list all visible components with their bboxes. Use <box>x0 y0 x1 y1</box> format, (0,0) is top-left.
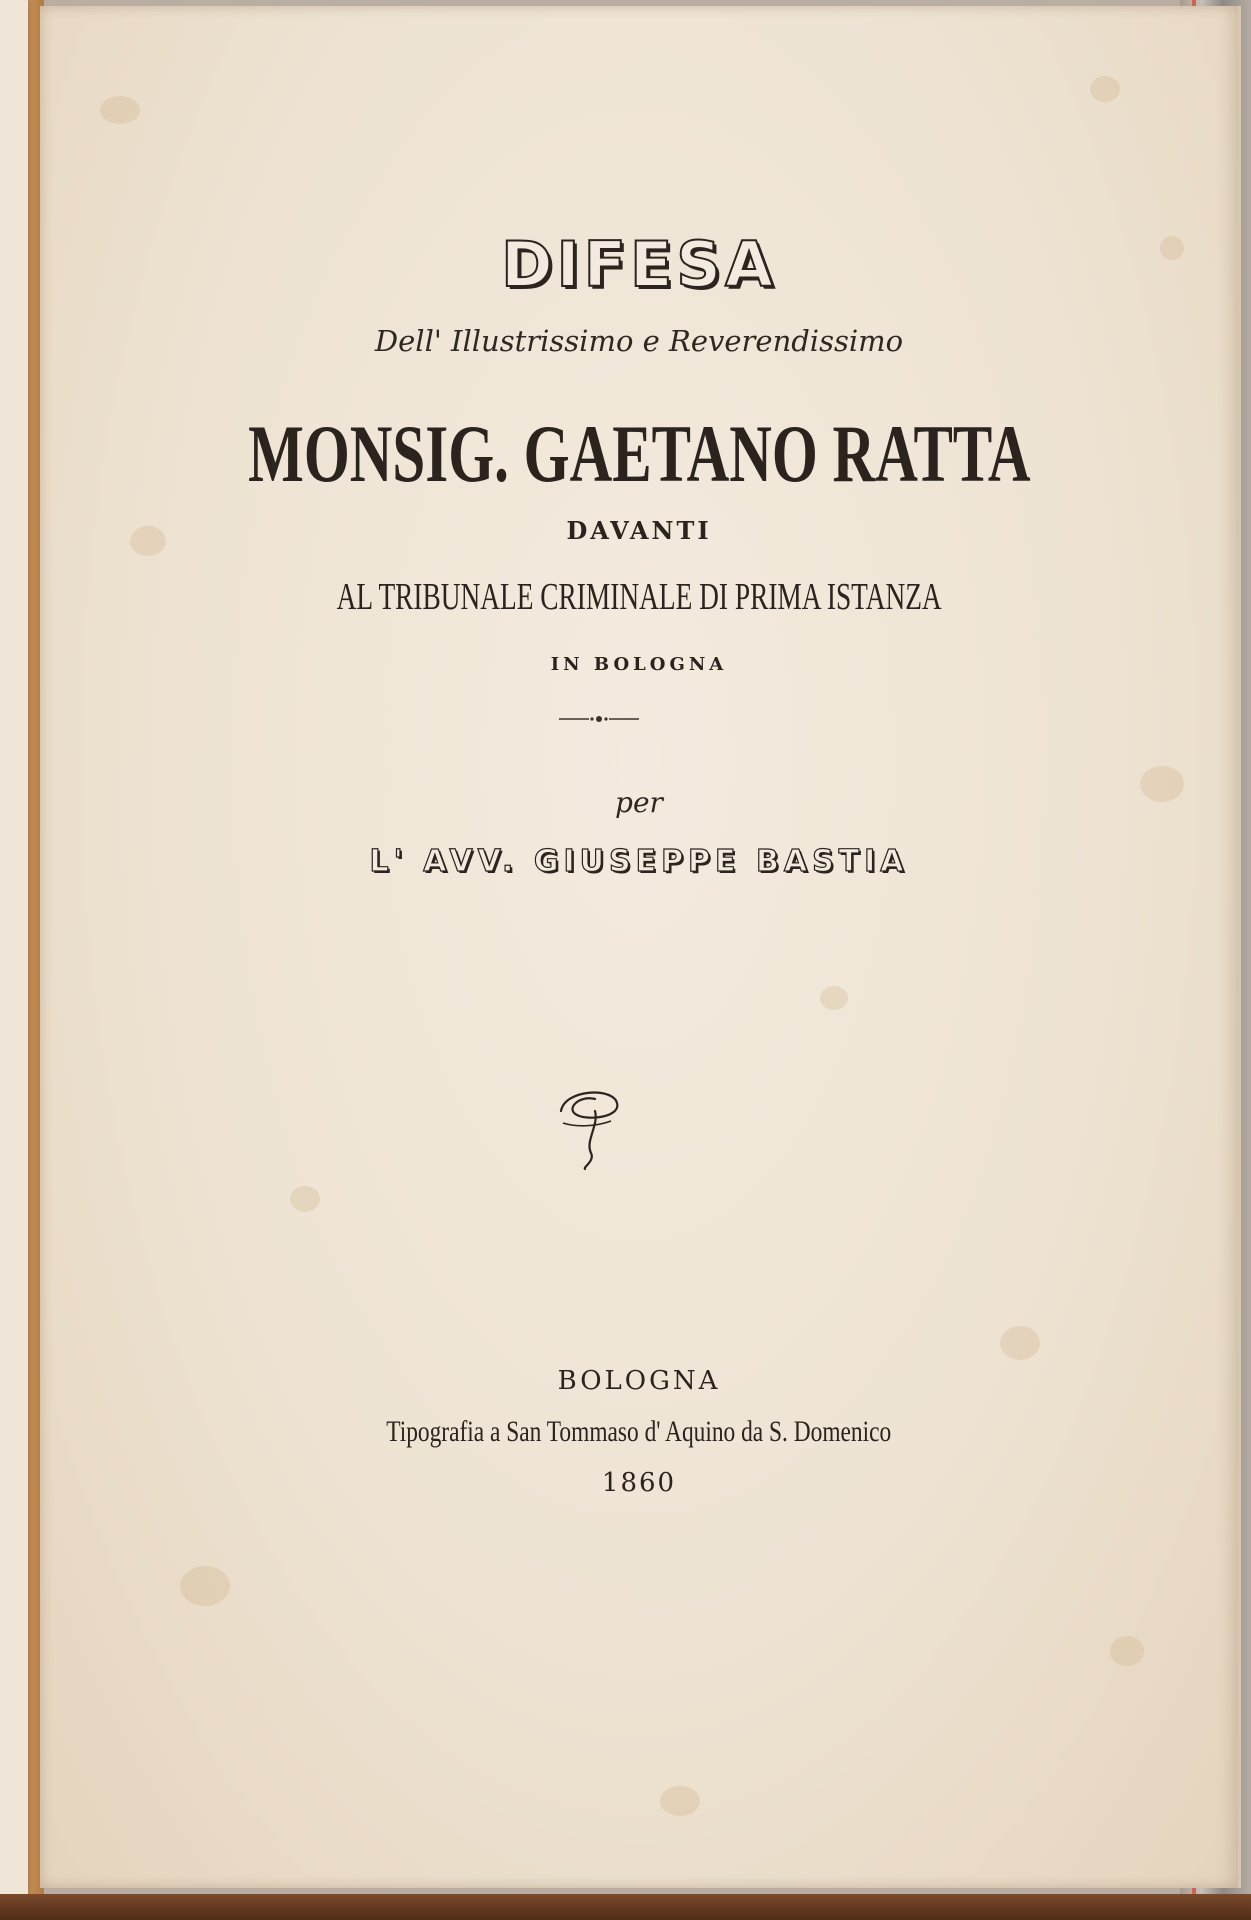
foxing-spot <box>1090 76 1120 102</box>
foxing-spot <box>660 1786 700 1816</box>
main-title: DIFESA <box>501 228 777 301</box>
court-line: AL TRIBUNALE CRIMINALE DI PRIMA ISTANZA <box>336 576 942 618</box>
foxing-spot <box>290 1186 320 1212</box>
subject-name-wrap <box>80 406 1198 501</box>
per-line: per <box>615 786 663 819</box>
foxing-spot <box>820 986 848 1010</box>
foxing-spot <box>180 1566 230 1606</box>
honorific-line: Dell' Illustrissimo e Reverendissimo <box>374 324 904 358</box>
imprint-year: 1860 <box>601 1468 677 1498</box>
davanti-line: DAVANTI <box>566 516 712 545</box>
foxing-spot <box>1000 1326 1040 1360</box>
ornament-rule-icon <box>559 710 639 728</box>
court-line-wrap <box>80 574 1198 619</box>
foxing-spot <box>100 96 140 124</box>
imprint-city: BOLOGNA <box>557 1366 721 1396</box>
author-line: L' AVV. GIUSEPPE BASTIA <box>369 844 909 879</box>
book-cover-edge <box>0 1894 1251 1920</box>
printer-monogram-icon <box>555 1081 625 1171</box>
subject-name: MONSIG. GAETANO RATTA <box>247 408 1031 499</box>
title-page <box>40 6 1241 1888</box>
imprint-printer: Tipografia a San Tommaso d' Aquino da S. Domenico <box>386 1415 892 1448</box>
imprint-printer-wrap <box>80 1414 1198 1449</box>
adjacent-page-edge <box>0 0 44 1920</box>
foxing-spot <box>1110 1636 1144 1666</box>
place-line: IN BOLOGNA <box>550 654 728 675</box>
